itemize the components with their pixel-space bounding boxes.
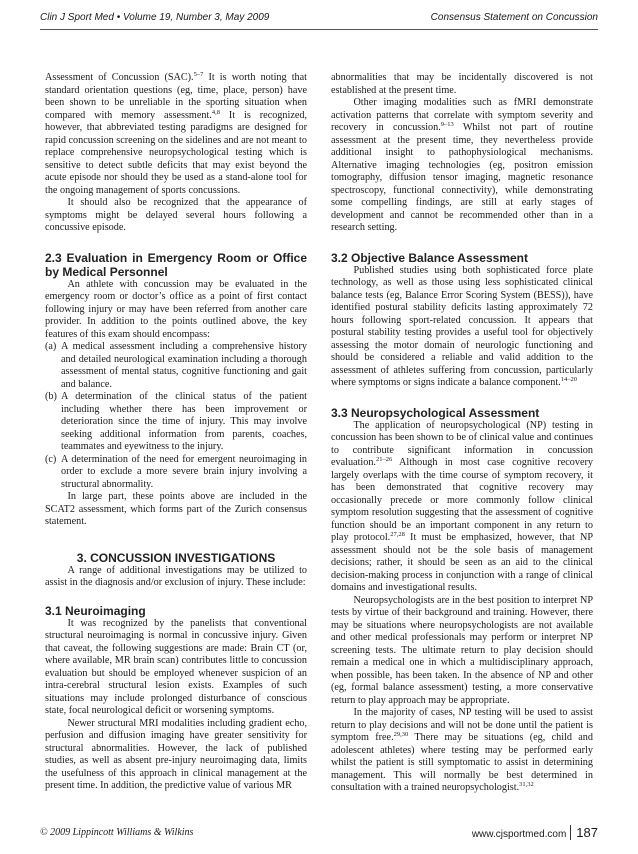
paragraph: An athlete with concussion may be evaluated in the emergency room or doctor’s office as a point of first contact following injury or may have been referred from another care provider. In addition to the points outlined above, the key features of this exam should encompass: — [45, 278, 307, 340]
copyright-notice: © 2009 Lippincott Williams & Wilkins — [40, 827, 194, 838]
article-short-title: Consensus Statement on Concussion — [430, 12, 598, 23]
list-item: (a) A medical assessment including a comprehensive history and detailed neurological examination including a thorough assessment of mental status, cognitive functioning and gait and balance. — [45, 341, 307, 390]
exam-features-list — [45, 341, 307, 491]
section-heading-3: 3. CONCUSSION INVESTIGATIONS — [76, 550, 276, 565]
paragraph: The application of neuropsychological (NP) testing in concussion has been shown to be of clinical value and continues to contribute significant information in concussion evaluation.$^{21-26}$ Although in most case cognitive recovery largely overlaps with the time course of symptom recovery, it has been demonstrated that cognitive recovery may occasionally precede or more commonly follow clinical symptom resolution suggesting that the assessment of cognitive function should be an important component in any return to play protocol.$^{27,28}$ It must be emphasized, however, that NP assessment should not be the sole basis of management decisions; rather, it should be seen as an aid to the clinical decision-making process in conjunction with a range of clinical domains and investigational results. — [331, 419, 593, 593]
paragraph: Other imaging modalities such as fMRI demonstrate activation patterns that correlate with symptom severity and recovery in concussion.$^{9-13}$ Whilst not part of routine assessment at the present time, they nevertheless provide additional insight to pathophysiological mechanisms. Alternative imaging technologies (eg, positron emission tomography, diffusion tensor imaging, magnetic resonance spectroscopy, functional connectivity), while demonstrating some compelling findings, are still at early stages of development and cannot be recommended other than in a research setting. — [331, 97, 594, 233]
paragraph: It was recognized by the panelists that conventional structural neuroimaging is normal in concussive injury. Given that caveat, the following suggestions are made: Brain CT (or, where available, MR brain scan) contributes little to concussion evaluation but should be employed whenever suspicion of an intra-cerebral structural lesion exists. Examples of such situations may include prolonged disturbance of conscious state, focal neurological deficit or worsening symptoms. — [45, 617, 307, 716]
left-column — [45, 72, 307, 793]
paragraph: A range of additional investigations may be utilized to assist in the diagnosis and/or exclusion of injury. These include: — [45, 564, 307, 588]
section-heading-2-3: 2.3 Evaluation in Emergency Room or Office by Medical Personnel — [45, 250, 307, 279]
paragraph: It should also be recognized that the appearance of symptoms might be delayed several hours following a concussive episode. — [45, 197, 307, 233]
page-number: 187 — [570, 825, 598, 840]
list-item: (c) A determination of the need for emergent neuroimaging in order to exclude a more severe brain injury involving a structural abnormality. — [45, 453, 307, 490]
page-footer — [40, 824, 598, 842]
paragraph: Newer structural MRI modalities including gradient echo, perfusion and diffusion imaging have greater sensitivity for structural abnormalities. However, the lack of published studies, as well as absent pre-injury neuroimaging data, limits the usefulness of this approach in clinical management at the present time. In addition, the predictive value of various MR — [45, 717, 307, 791]
paragraph: Published studies using both sophisticated force plate technology, as well as those using less sophisticated clinical balance tests (eg, Balance Error Scoring System (BESS)), have identified postural stability deficits lasting approximately 72 hours following sport-related concussion. It appears that postural stability testing provides a useful tool for objectively assessing the motor domain of neurologic functioning and should be considered a reliable and valid addition to the assessment of athletes suffering from concussion, particularly where symptoms or signs indicate a balance component.$^{14-20}$ — [331, 264, 593, 388]
footer-right — [472, 824, 598, 844]
right-column — [331, 72, 593, 795]
paragraph: In large part, these points above are included in the SCAT2 assessment, which forms part of the Zurich consensus statement. — [45, 491, 307, 527]
list-item: (b) A determination of the clinical status of the patient including whether there has been improvement or deterioration since the time of injury. This may involve seeking additional information from parents, coaches, teammates and eyewitness to the injury. — [45, 391, 307, 452]
section-heading-3-2: 3.2 Objective Balance Assessment — [331, 250, 528, 265]
journal-citation: Clin J Sport Med • Volume 19, Number 3, May 2009 — [40, 12, 270, 23]
section-heading-3-3: 3.3 Neuropsychological Assessment — [331, 405, 540, 420]
paragraph: Neuropsychologists are in the best position to interpret NP tests by virtue of their background and training. However, there may be situations where neuropsychologists are not available and other medical professionals may perform or interpret NP screening tests. The ultimate return to play decision should remain a medical one in which a multidisciplinary approach, when possible, has been taken. In the absence of NP and other (eg, formal balance assessment) testing, a more conservative return to play approach may be appropriate. — [331, 594, 593, 706]
section-heading-3-1: 3.1 Neuroimaging — [45, 603, 146, 618]
paragraph: In the majority of cases, NP testing will be used to assist return to play decisions and will not be done until the patient is symptom free.$^{29,30}$ There may be situations (eg, child and adolescent athletes) where testing may be performed early whilst the patient is still symptomatic to assist in determining management. This will normally be best determined in consultation with a trained neuropsychologist.$^{31,32}$ — [331, 707, 593, 793]
header-divider — [40, 29, 598, 30]
journal-website: www.cjsportmed.com — [471, 829, 567, 840]
running-header — [40, 10, 598, 26]
paragraph: Assessment of Concussion (SAC).$^{5-7}$ It is worth noting that standard orientation questions (eg, time, place, person) have been shown to be unreliable in the sporting situation when compared with memory assessment.$^{4,8}$ It is recognized, however, that abbreviated testing paradigms are designed for rapid concussion screening on the sidelines and are not meant to replace comprehensive neuropsychological testing which is sensitive to detect subtle deficits that may exist beyond the acute episode nor should they be used as a stand-alone tool for the ongoing management of sports concussions. — [45, 71, 308, 196]
paragraph: abnormalities that may be incidentally discovered is not established at the present time. — [331, 72, 593, 96]
